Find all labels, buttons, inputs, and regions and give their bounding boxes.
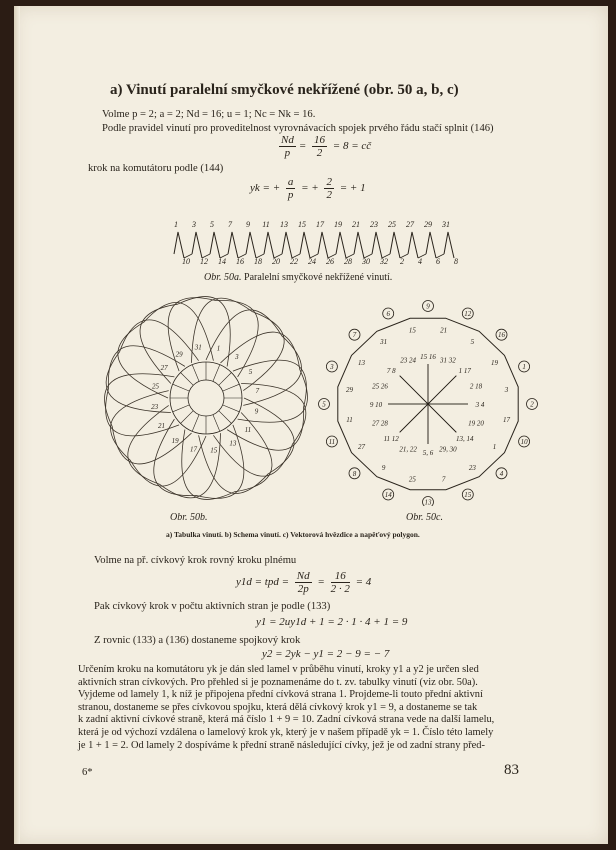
star-label: 11 12 [383,434,399,443]
star-label: 27 28 [372,419,388,428]
edge-label: 27 [358,443,365,452]
circled-number: 9 [426,302,430,311]
eq-y1d-den: 2p [297,583,309,595]
eq-y1d-num2: 16 [331,570,350,583]
star-label: 19 20 [468,419,484,428]
commutator-segment [192,365,199,382]
edge-label: 31 [380,337,388,346]
winding-top-number: 17 [316,220,324,229]
winding-link [400,254,408,258]
book-page [14,6,608,844]
rule-line: Podle pravidel vinutí pro proveditelnost vyrovnávacích spojek prvého řádu stačí splnit (146) [102,123,494,134]
winding-zigzag [174,220,458,266]
winding-stroke [318,232,328,258]
fig50a-label: Obr. 50a. [204,272,242,283]
circled-number: 3 [330,363,334,371]
eq146-num2: 16 [314,134,326,146]
winding-stroke [228,232,238,258]
slot-label: 7 [255,387,260,396]
winding-stroke [426,232,436,258]
winding-top-number: 13 [280,220,288,229]
winding-top-number: 21 [352,220,360,229]
star-label: 29, 30 [439,445,457,454]
winding-top-number: 11 [262,220,270,229]
circled-number: 8 [352,469,357,478]
slot-label: 23 [151,402,159,411]
star-label: 1 17 [458,367,471,376]
commutator-segment [213,365,220,382]
paragraph-line: aktivních stran cívkových. Pro přehled si je poznamenáme do t. zv. tabulky vinutí (viz obr. 50a). [78,676,478,688]
circled-number: 5 [322,400,326,409]
winding-bottom-number: 28 [344,257,352,266]
edge-label: 13 [358,358,365,367]
paragraph-line: která je od výchozí vzdálena o lamelový krok yk, který je v našem případě yk = 1. Číslo této lamely [78,726,494,738]
eq144-num2: 2 [326,176,332,188]
slot-label: 15 [210,446,218,455]
slot-label: 1 [216,344,221,353]
fig50c-label: Obr. 50c. [406,512,443,523]
winding-top-number: 19 [334,220,342,229]
edge-label: 17 [503,415,510,424]
eq-y1d-result: = 4 [355,576,372,589]
slot-label: 13 [229,439,237,448]
circled-number: 2 [530,400,534,409]
eq146-result: = 8 = cč [332,140,372,153]
winding-top-number: 9 [246,220,250,229]
coil-loop [168,298,258,377]
winding-stroke [192,232,202,258]
edge-label: 9 [381,464,386,473]
winding-stroke [246,232,256,258]
commutator-segment [181,411,194,424]
winding-bottom-number: 22 [290,257,298,266]
winding-stroke [354,232,364,258]
eq-y1d-num: Nd [296,570,310,582]
eq144-mid: = + [301,182,319,195]
star-label: 2 18 [469,382,483,391]
winding-top-number: 1 [174,220,178,229]
commutator-segment [173,405,190,412]
coil-loop [221,332,308,422]
coil-loop [140,297,230,384]
paragraph-line: Určením kroku na komutátoru yk je dán sled lamel v průběhu vinutí, kroky y1 a y2 je určen sled [78,664,479,675]
winding-top-number: 7 [228,220,232,229]
equation-y2: y2 = 2yk − y1 = 2 − 9 = − 7 [262,648,390,660]
eq144-result: = + 1 [339,182,366,195]
winding-link [436,254,444,258]
body-paragraph [78,664,578,752]
paragraph-line: stranou, dostaneme se přes cívkovou spojku, která dělá cívkový krok y1 = 9, a dostaneme se tak [78,701,478,713]
circled-number: 4 [499,469,504,478]
winding-top-number: 15 [298,220,306,229]
winding-stroke [264,232,274,258]
slot-label: 29 [175,350,183,359]
winding-top-number: 29 [424,220,432,229]
fig50b-winding-scheme [94,294,318,508]
eq-y1d-den2: 2 · 2 [330,583,350,595]
eq146-num: Nd [281,134,294,146]
circled-number: 16 [498,331,505,340]
eq144-den: p [287,189,294,201]
commutator-segment [173,384,190,391]
winding-top-number: 3 [192,220,196,229]
slot-label: 21 [158,421,165,430]
edge-label: 11 [346,415,353,424]
star-label: 13, 14 [456,434,474,443]
fig50b-label: Obr. 50b. [170,512,208,523]
commutator-segment [192,415,199,432]
commutator-segment [223,384,240,391]
winding-stroke [372,232,382,258]
eq144-num: a [287,176,294,188]
circled-number: 1 [522,363,526,371]
coil-loop [182,413,272,500]
star-label: 21, 22 [399,445,417,454]
winding-table-figure [166,218,466,270]
paragraph-line: Vyjdeme od lamely 1, k níž je připojena přední cívková strana 1. Projdeme-li touto přední aktivní [78,689,483,701]
coil-loop [227,360,306,450]
winding-stroke [174,232,184,258]
fig50a-text: Paralelní smyčkové nekřížené vinutí. [244,272,393,283]
edge-label: 1 [492,443,497,452]
coil-loop [154,419,244,498]
fig50a-caption [204,272,392,283]
slot-label: 27 [160,364,168,373]
star-label: 23 24 [400,356,416,365]
eq146-den2: 2 [316,147,323,159]
winding-bottom-number: 2 [400,257,404,266]
from-line: Z rovnic (133) a (136) dostaneme spojkový krok [94,635,301,646]
circled-number: 15 [464,491,472,499]
fig50c-vector-star-polygon [318,298,544,506]
slot-label: 25 [152,382,159,391]
winding-top-number: 31 [442,220,450,229]
star-label: 7 8 [386,367,396,376]
paragraph-line: k zadní aktivní cívkové straně, která má číslo 1 + 9 = 10. Zadní cívková strana vede na další lamelu, [78,714,495,726]
winding-bottom-number: 26 [326,257,334,266]
eq144-den2: 2 [326,189,332,201]
slot-label: 17 [190,445,197,454]
winding-stroke [282,232,292,258]
winding-top-number: 23 [370,220,378,229]
footer-signature: 6* [82,767,93,778]
circled-number: 6 [386,310,390,318]
edge-label: 19 [491,358,498,367]
params-line: Volme p = 2; a = 2; Nd = 16; u = 1; Nc = Nk = 16. [102,109,316,120]
commutator-segment [219,411,232,424]
winding-bottom-number: 6 [436,257,440,266]
commutator-line: krok na komutátoru podle (144) [88,163,224,174]
edge-label: 7 [441,475,446,484]
winding-stroke [336,232,346,258]
circled-number: 11 [328,438,336,446]
slot-label: 11 [244,425,252,434]
commutator-inner [188,380,224,416]
winding-top-number: 27 [406,220,414,229]
winding-bottom-number: 14 [218,257,226,266]
eq144-lhs: yk = + [250,182,281,195]
star-label: 5, 6 [422,449,434,457]
winding-stroke [210,232,220,258]
winding-bottom-number: 18 [254,257,262,266]
circled-number: 14 [384,491,392,499]
eq-y1d-mid: = [317,576,325,589]
eq146-den: p [284,147,291,159]
coil-loop [105,374,192,464]
paragraph-line: je 1 + 1 = 2. Od lamely 2 dospíváme k přední straně následující cívky, jež je od zadní strany před- [78,739,485,751]
edge-label: 25 [408,475,416,484]
commutator-segment [223,405,240,412]
winding-bottom-number: 16 [236,257,244,266]
edge-label: 29 [346,386,353,395]
slot-label: 9 [254,407,259,416]
equation-144 [250,176,366,201]
star-label: 9 10 [369,401,383,409]
commutator-segment [219,373,232,386]
edge-label: 23 [468,464,476,473]
star-label: 15 16 [420,353,436,361]
winding-bottom-number: 12 [200,257,208,266]
equation-y1d [236,570,371,595]
commutator-segment [213,415,220,432]
edge-label: 3 [504,386,509,395]
slot-label: 19 [171,436,179,445]
page-number: 83 [504,762,519,778]
winding-stroke [444,232,454,258]
edge-label: 5 [470,337,475,346]
active-line: Pak cívkový krok v počtu aktivních stran je podle (133) [94,601,331,612]
winding-top-number: 5 [210,220,214,229]
winding-bottom-number: 10 [182,257,190,266]
star-label: 31 32 [440,356,456,365]
winding-bottom-number: 32 [380,257,388,266]
winding-bottom-number: 24 [308,257,316,266]
winding-bottom-number: 8 [454,257,458,266]
page-spine-shadow [14,6,20,844]
winding-bottom-number: 30 [362,257,370,266]
edge-label: 21 [440,326,448,335]
slot-label: 5 [248,368,253,377]
circled-number: 12 [464,310,472,318]
circled-number: 13 [424,498,432,506]
winding-bottom-number: 20 [272,257,280,266]
star-label: 3 4 [475,401,485,409]
circled-number: 10 [520,438,528,446]
coil-loop [106,346,185,436]
winding-stroke [300,232,310,258]
eq-y1d-lhs: y1d = tpd = [236,576,290,589]
coil-step-line: Volme na př. cívkový krok rovný kroku plnému [94,555,297,566]
figure-caption-small: a) Tabulka vinutí. b) Schema vinutí. c) Vektorová hvězdice a napěťový polygon. [166,530,420,539]
winding-top-number: 25 [388,220,396,229]
slot-label: 3 [235,353,239,362]
winding-stroke [408,232,418,258]
fig50c-drawing [319,301,538,507]
winding-bottom-number: 4 [418,257,422,266]
section-heading: a) Vinutí paralelní smyčkové nekřížené (obr. 50 a, b, c) [110,82,459,98]
edge-label: 15 [408,326,416,335]
slot-label: 31 [194,343,202,352]
equation-y1: y1 = 2uy1d + 1 = 2 · 1 · 4 + 1 = 9 [256,616,408,628]
star-label: 25 26 [372,382,388,391]
winding-stroke [390,232,400,258]
winding-link [418,254,426,258]
circled-number: 7 [352,331,357,340]
commutator-segment [181,373,194,386]
equation-146: $\frac{Nd}{p}$ = $\frac{16}{2}$ = 8 = cč [281,134,372,159]
fig50b-drawing [105,297,308,500]
